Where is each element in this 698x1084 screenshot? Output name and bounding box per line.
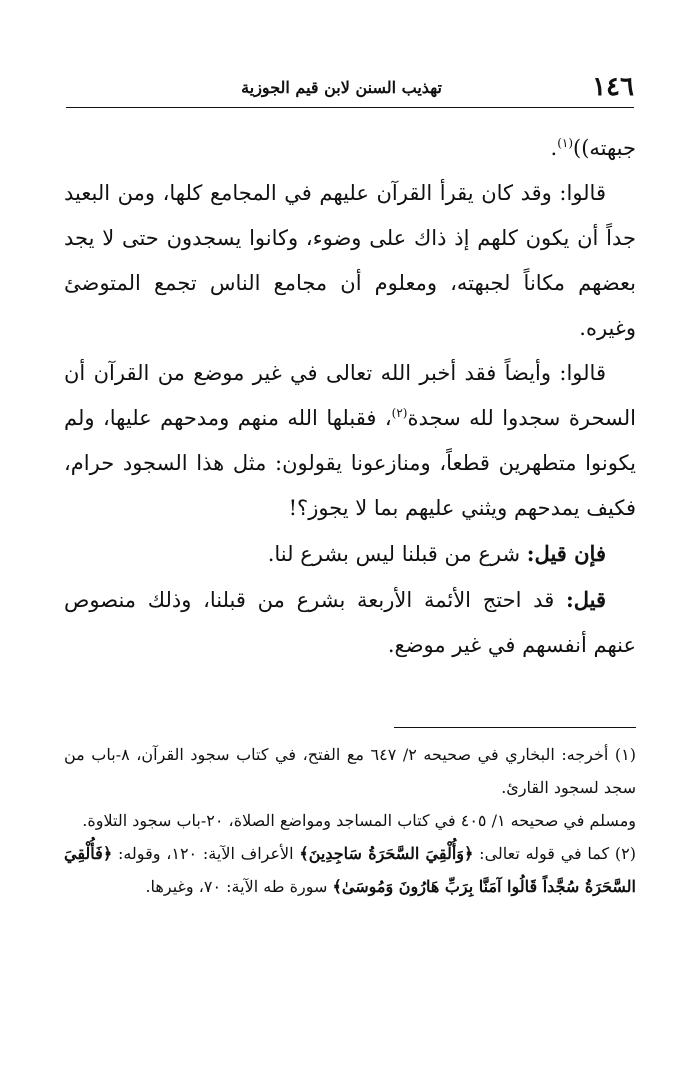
paragraph-4 — [64, 577, 636, 668]
reply-lead: قيل: — [565, 587, 606, 612]
quran-verse-2: ﴿فَأُلْقِيَ السَّحَرَةُ سُجَّداً قَالُوا آمَنَّا بِرَبِّ هَارُونَ وَمُوسَىٰ﴾ — [64, 844, 636, 896]
paragraph-1: قالوا: وقد كان يقرأ القرآن عليهم في المجامع كلها، ومن البعيد جداً أن يكون كلهم إذ ذاك على وضوء، وكانوا يسجدون حتى لا يجد بعضهم مكاناً لجبهته، ومعلوم أن مجامع الناس تجمع المتوضئ وغيره. — [64, 181, 636, 340]
paragraph-continuation — [64, 126, 636, 171]
footnotes — [64, 738, 636, 903]
footnote-separator — [394, 727, 636, 728]
footnote-2 — [64, 837, 636, 903]
running-title: تهذيب السنن لابن قيم الجوزية — [241, 78, 442, 97]
paragraph-2 — [64, 351, 636, 531]
header-rule — [66, 107, 634, 108]
page-header — [66, 70, 634, 110]
footnote-ref-2: (٢) — [391, 406, 408, 420]
objection-text: شرع من قبلنا ليس بشرع لنا. — [267, 542, 527, 566]
main-text — [64, 126, 636, 668]
page-number: ١٤٦ — [592, 72, 634, 102]
footnote-1-line2: ومسلم في صحيحه ١/ ٤٠٥ في كتاب المساجد ومواضع الصلاة، ٢٠-باب سجود التلاوة. — [82, 811, 636, 830]
continuation-text: جبهته)) — [573, 136, 636, 160]
continuation-tail: . — [550, 136, 558, 160]
paragraph-3 — [64, 531, 636, 577]
footnote-1-line1: (١) أخرجه: البخاري في صحيحه ٢/ ٦٤٧ مع الفتح، في كتاب سجود القرآن، ٨-باب من سجد لسجود القارئ. — [64, 745, 636, 797]
quran-verse-1: ﴿وَأُلْقِيَ السَّحَرَةُ سَاجِدِينَ﴾ — [299, 844, 474, 863]
paragraph-2-part1: قالوا: وأيضاً فقد أخبر الله تعالى في غير موضع من القرآن أن السحرة سجدوا لله سجدة — [64, 361, 636, 430]
footnote-ref-1: (١) — [557, 136, 574, 150]
reply-text: قد احتج الأئمة الأربعة بشرع من قبلنا، وذلك منصوص عنهم أنفسهم في غير موضع. — [64, 588, 636, 657]
footnote-2-ref2: سورة طه الآية: ٧٠، وغيرها. — [145, 877, 333, 896]
footnote-2-intro: (٢) كما في قوله تعالى: — [473, 844, 637, 863]
footnote-2-ref1: الأعراف الآية: ١٢٠، وقوله: — [112, 844, 300, 863]
objection-lead: فإن قيل: — [526, 541, 606, 566]
paragraph-2-part2: ، فقبلها الله منهم ومدحهم عليها، ولم يكونوا متطهرين قطعاً، ومنازعونا يقولون: مثل هذا السجود حرام، فكيف يمدحهم ويثني عليهم بما لا يجوز؟! — [64, 406, 636, 520]
